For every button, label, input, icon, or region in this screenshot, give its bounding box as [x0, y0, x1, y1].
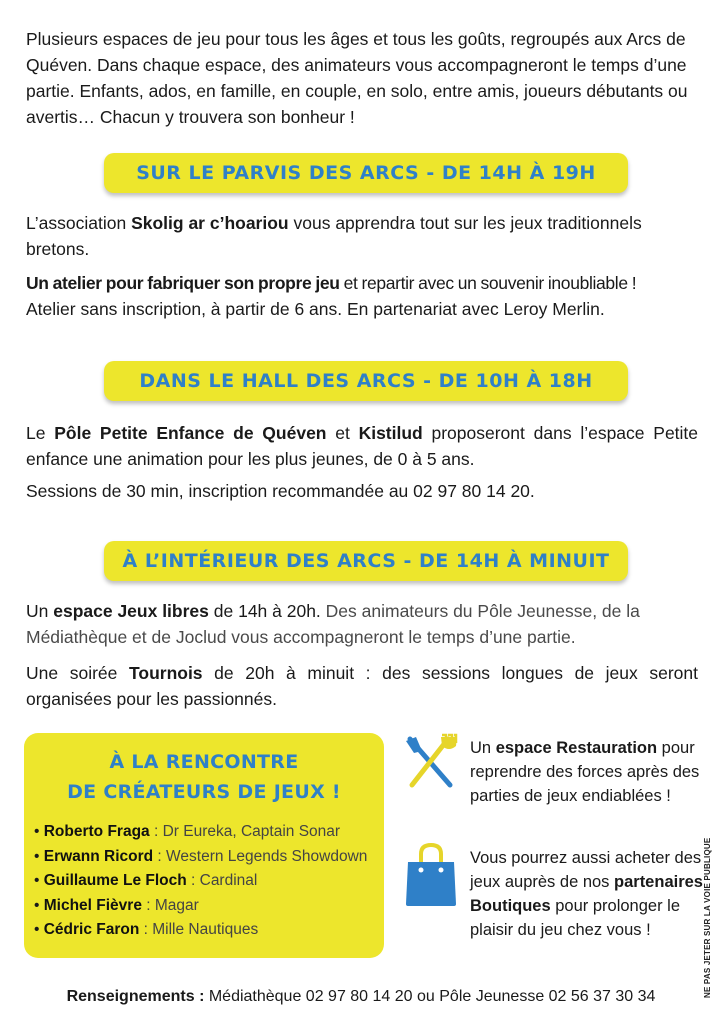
text: Vous pourrez aussi acheter des jeux auprès de nos: [470, 849, 702, 891]
section3-paragraph-2: [26, 660, 698, 712]
section-banner-hall: DANS LE HALL DES ARCS - DE 10H À 18H: [104, 361, 628, 401]
association-name: Skolig ar c’hoariou: [131, 213, 289, 233]
list-item: • Cédric Faron : Mille Nautiques: [34, 921, 259, 938]
workshop-highlight: Un atelier pour fabriquer son propre jeu: [26, 273, 340, 293]
list-item: • Roberto Fraga : Dr Eureka, Captain Sonar: [34, 823, 341, 840]
text: L’association: [26, 213, 132, 233]
text: de 20h à minuit : des sessions longues de jeux seront organisées pour les passionnés.: [26, 663, 698, 709]
section2-paragraph-2: Sessions de 30 min, inscription recommandée au 02 97 80 14 20.: [26, 481, 535, 501]
creator-games: : Cardinal: [186, 872, 258, 889]
text: proposeront dans l’espace Petite enfance une animation pour les plus jeunes, de 0 à 5 ans.: [26, 423, 699, 469]
list-item: • Michel Fièvre : Magar: [34, 896, 199, 914]
fork-knife-icon: [400, 733, 460, 791]
text: Un: [470, 739, 496, 757]
text: pour reprendre des forces après des parties de jeux endiablées !: [470, 739, 700, 805]
creator-name: Erwann Ricord: [43, 847, 154, 865]
section1-paragraph-3: Atelier sans inscription, à partir de 6 ans. En partenariat avec Leroy Merlin.: [26, 299, 605, 319]
intro-text: Plusieurs espaces de jeu pour tous les âges et tous les goûts, regroupés aux Arcs de Quéven. Dans chaque espace, des animateurs vous accompagneront le temps d’une partie. Enfants, ados, en famille, en couple, en solo, entre amis, joueurs débutants ou avertis… Chacun y trouvera son bonheur !: [26, 29, 688, 127]
text: et: [326, 423, 359, 443]
section-banner-interieur: À L’INTÉRIEUR DES ARCS - DE 14H À MINUIT: [104, 541, 628, 581]
creator-games: : Dr Eureka, Captain Sonar: [149, 823, 341, 840]
org-name: Kistilud: [358, 423, 423, 443]
footer-label: Renseignements :: [66, 988, 205, 1005]
boutiques-text: [470, 846, 710, 942]
creator-games: : Magar: [141, 896, 199, 914]
creator-name: Guillaume Le Floch: [43, 872, 187, 889]
creators-title-line-1: À LA RENCONTRE: [109, 751, 299, 773]
text: Une soirée: [26, 663, 129, 683]
creator-name: Roberto Fraga: [43, 823, 150, 840]
org-name: Pôle Petite Enfance de Quéven: [54, 423, 327, 443]
boutiques-highlight: partenaires Boutiques: [470, 873, 703, 915]
text: vous apprendra tout sur les jeux traditionnels bretons.: [26, 213, 642, 259]
section2-paragraph-1: [26, 420, 698, 472]
legal-note: [699, 837, 719, 1000]
footer-text: Médiathèque 02 97 80 14 20 ou Pôle Jeunesse 02 56 37 30 34: [204, 988, 656, 1005]
section-banner-parvis: SUR LE PARVIS DES ARCS - DE 14H À 19H: [104, 153, 628, 193]
shopping-bag-icon: [404, 842, 458, 908]
creators-list: [34, 820, 367, 943]
footer-contact: [0, 986, 722, 1008]
creator-name: Cédric Faron: [43, 921, 140, 938]
restauration-highlight: espace Restauration: [495, 739, 658, 757]
text: Le: [26, 423, 55, 443]
creator-name: Michel Fièvre: [43, 896, 142, 914]
creators-box: [24, 733, 384, 958]
creators-title-line-2: DE CRÉATEURS DE JEUX !: [67, 781, 341, 803]
restauration-text: [470, 736, 710, 808]
text: de 14h à 20h.: [208, 601, 321, 621]
text: Un: [26, 601, 54, 621]
creator-games: : Western Legends Showdown: [153, 847, 368, 865]
section1-paragraph-2: [26, 270, 698, 296]
section1-paragraph-1: [26, 210, 698, 262]
section3-paragraph-1: [26, 598, 698, 650]
list-item: • Guillaume Le Floch : Cardinal: [34, 872, 258, 889]
text: pour prolonger le plaisir du jeu chez vous !: [470, 897, 681, 939]
text: et repartir avec un souvenir inoubliable !: [339, 273, 637, 293]
event-name: Tournois: [128, 663, 203, 683]
text-muted: Des animateurs du Pôle Jeunesse, de la Médiathèque et de Joclud vous accompagneront le temps d’une partie.: [26, 601, 640, 647]
list-item: • Erwann Ricord : Western Legends Showdown: [34, 847, 368, 865]
space-name: espace Jeux libres: [53, 601, 209, 621]
legal-note-text: NE PAS JETER SUR LA VOIE PUBLIQUE: [703, 837, 712, 998]
creator-games: : Mille Nautiques: [139, 921, 259, 938]
